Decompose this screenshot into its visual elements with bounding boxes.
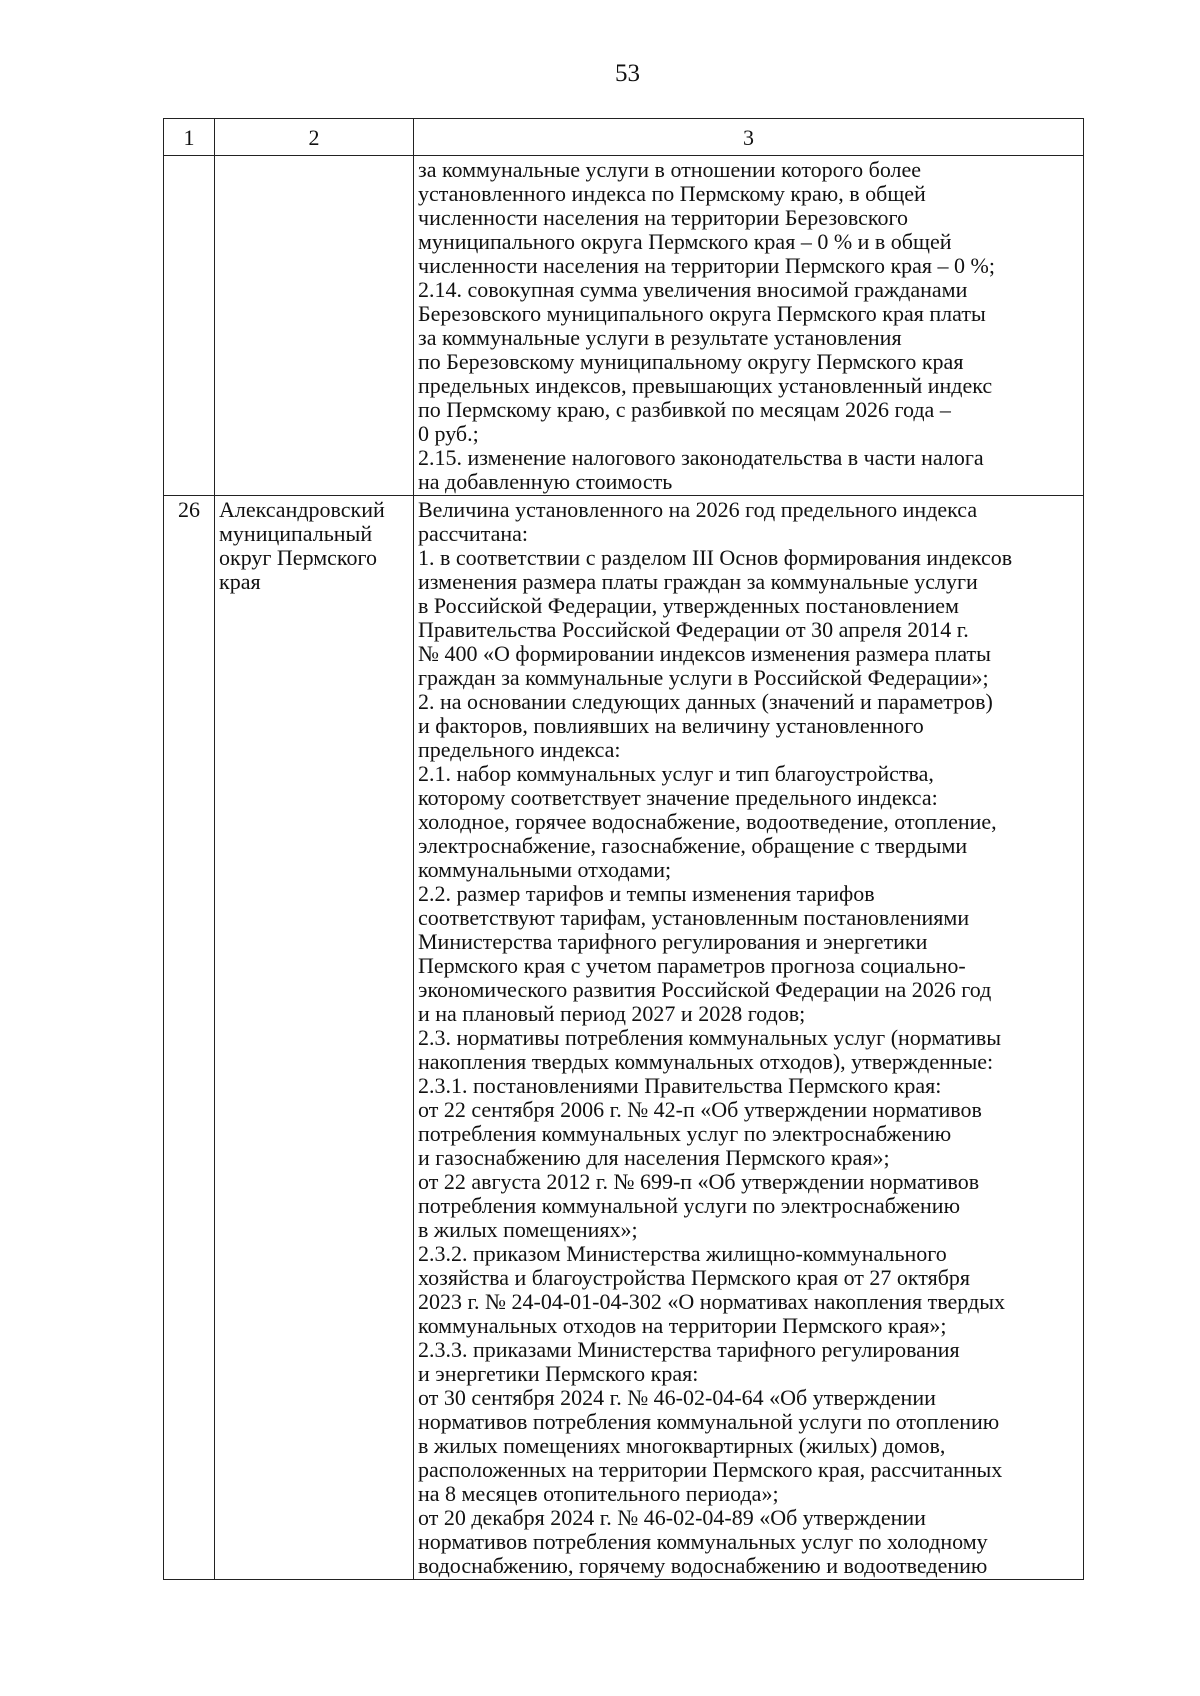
row-number-cell [164, 156, 215, 496]
column-header-2: 2 [215, 119, 414, 156]
description-line: рассчитана: [418, 521, 528, 546]
description-line: № 400 «О формировании индексов изменения размера платы [418, 641, 991, 666]
description-line: от 22 августа 2012 г. № 699-п «Об утверждении нормативов [418, 1169, 980, 1194]
name-line: края [219, 569, 261, 594]
row-number-cell: 26 [164, 496, 215, 1580]
description-line: в Российской Федерации, утвержденных постановлением [418, 593, 959, 618]
description-line: 2.1. набор коммунальных услуг и тип благоустройства, [418, 761, 934, 786]
description-cell [414, 156, 1084, 496]
municipality-name-cell [215, 496, 414, 1580]
description-line: численности населения на территории Березовского [418, 205, 908, 230]
description-line: Величина установленного на 2026 год предельного индекса [418, 497, 978, 522]
municipality-name-cell [215, 156, 414, 496]
description-line: соответствуют тарифам, установленным постановлениями [418, 905, 970, 930]
description-line: 1. в соответствии с разделом III Основ формирования индексов [418, 545, 1013, 570]
description-line: предельного индекса: [418, 737, 621, 762]
description-line: в жилых помещениях»; [418, 1217, 638, 1242]
table-header-row [164, 119, 1084, 156]
description-line: на 8 месяцев отопительного периода»; [418, 1481, 779, 1506]
description-line: коммунальных отходов на территории Пермского края»; [418, 1313, 947, 1338]
description-line: и газоснабжению для населения Пермского края»; [418, 1145, 890, 1170]
description-line: 2.3.3. приказами Министерства тарифного регулирования [418, 1337, 960, 1362]
description-line: по Березовскому муниципальному округу Пермского края [418, 349, 964, 374]
description-line: предельных индексов, превышающих установленный индекс [418, 373, 993, 398]
description-line: коммунальными отходами; [418, 857, 672, 882]
description-line: от 20 декабря 2024 г. № 46-02-04-89 «Об утверждении [418, 1505, 926, 1530]
description-line: 2.2. размер тарифов и темпы изменения тарифов [418, 881, 875, 906]
description-line: накопления твердых коммунальных отходов), утвержденные: [418, 1049, 994, 1074]
page-number: 53 [615, 60, 640, 87]
description-line: за коммунальные услуги в результате установления [418, 325, 902, 350]
description-line: в жилых помещениях многоквартирных (жилых) домов, [418, 1433, 946, 1458]
description-line: водоснабжению, горячему водоснабжению и водоотведению [418, 1553, 988, 1578]
description-line: 2. на основании следующих данных (значений и параметров) [418, 689, 993, 714]
description-line: расположенных на территории Пермского края, рассчитанных [418, 1457, 1003, 1482]
description-line: нормативов потребления коммунальной услуги по отоплению [418, 1409, 1000, 1434]
description-line: установленного индекса по Пермскому краю, в общей [418, 181, 926, 206]
column-header-1: 1 [164, 119, 215, 156]
description-line: электроснабжение, газоснабжение, обращение с твердыми [418, 833, 968, 858]
description-line: Березовского муниципального округа Пермского края платы [418, 301, 986, 326]
column-header-3: 3 [414, 119, 1084, 156]
description-line: 2.15. изменение налогового законодательства в части налога [418, 445, 984, 470]
description-line: 2.3. нормативы потребления коммунальных услуг (нормативы [418, 1025, 1001, 1050]
description-line: муниципального округа Пермского края – 0 % и в общей [418, 229, 952, 254]
description-line: которому соответствует значение предельного индекса: [418, 785, 938, 810]
description-line: изменения размера платы граждан за коммунальные услуги [418, 569, 978, 594]
description-line: Министерства тарифного регулирования и энергетики [418, 929, 928, 954]
name-line: округ Пермского [219, 545, 377, 570]
description-line: и факторов, повлиявших на величину установленного [418, 713, 924, 738]
name-line: Александровский [219, 497, 385, 522]
description-line: и на плановый период 2027 и 2028 годов; [418, 1001, 806, 1026]
description-cell [414, 496, 1084, 1580]
description-line: на добавленную стоимость [418, 469, 673, 494]
description-line: численности населения на территории Пермского края – 0 %; [418, 253, 995, 278]
description-line: 2.14. совокупная сумма увеличения вносимой гражданами [418, 277, 968, 302]
table-row [164, 156, 1084, 496]
description-line: от 22 сентября 2006 г. № 42-п «Об утверждении нормативов [418, 1097, 982, 1122]
description-line: и энергетики Пермского края: [418, 1361, 699, 1386]
name-line: муниципальный [219, 521, 373, 546]
document-table [163, 118, 1084, 1580]
description-line: граждан за коммунальные услуги в Российской Федерации»; [418, 665, 989, 690]
description-line: холодное, горячее водоснабжение, водоотведение, отопление, [418, 809, 997, 834]
description-line: за коммунальные услуги в отношении которого более [418, 157, 922, 182]
description-line: потребления коммунальных услуг по электроснабжению [418, 1121, 952, 1146]
description-line: хозяйства и благоустройства Пермского края от 27 октября [418, 1265, 971, 1290]
description-line: по Пермскому краю, с разбивкой по месяцам 2026 года – [418, 397, 951, 422]
description-line: Правительства Российской Федерации от 30 апреля 2014 г. [418, 617, 969, 642]
description-line: нормативов потребления коммунальных услуг по холодному [418, 1529, 988, 1554]
description-line: 0 руб.; [418, 421, 479, 446]
description-line: Пермского края с учетом параметров прогноза социально- [418, 953, 966, 978]
description-line: 2023 г. № 24-04-01-04-302 «О нормативах накопления твердых [418, 1289, 1005, 1314]
description-line: потребления коммунальной услуги по электроснабжению [418, 1193, 961, 1218]
description-line: 2.3.2. приказом Министерства жилищно-коммунального [418, 1241, 947, 1266]
description-line: от 30 сентября 2024 г. № 46-02-04-64 «Об утверждении [418, 1385, 936, 1410]
table-row [164, 496, 1084, 1580]
description-line: экономического развития Российской Федерации на 2026 год [418, 977, 992, 1002]
description-line: 2.3.1. постановлениями Правительства Пермского края: [418, 1073, 942, 1098]
